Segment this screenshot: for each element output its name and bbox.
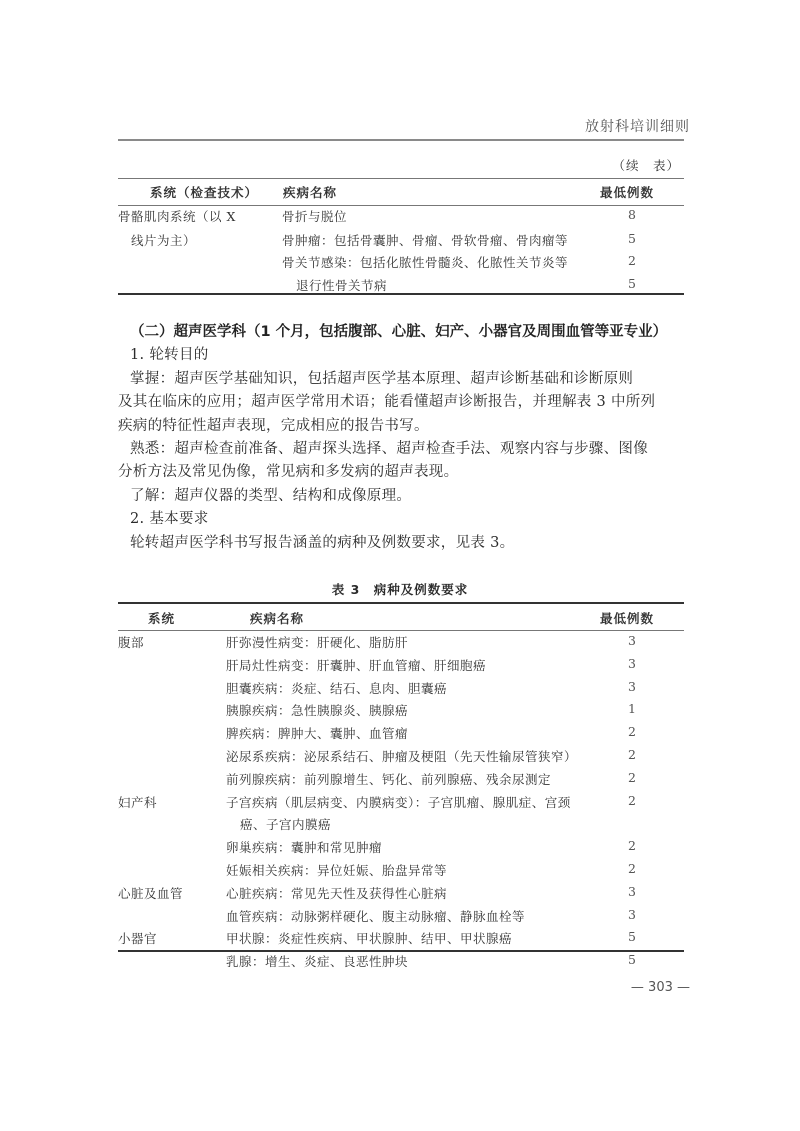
table3-row-disease: 甲状腺：炎症性疾病、甲状腺肿、结甲、甲状腺癌 bbox=[226, 931, 513, 947]
table-row-disease: 退行性骨关节病 bbox=[296, 278, 388, 293]
table3-header-min: 最低例数 bbox=[600, 611, 655, 626]
table3-row-system: 小器官 bbox=[118, 931, 158, 947]
table3-row-min: 2 bbox=[628, 792, 636, 808]
subheading-rotation-goals: 1. 轮转目的 bbox=[130, 347, 209, 363]
header-rule bbox=[118, 139, 684, 141]
table3-row-disease: 乳腺：增生、炎症、良恶性肿块 bbox=[226, 954, 409, 970]
paragraph-familiar: 熟悉：超声检查前准备、超声探头选择、超声检查手法、观察内容与步骤、图像 bbox=[130, 441, 648, 457]
table3-row-min: 5 bbox=[628, 929, 636, 945]
subheading-basic-requirements: 2. 基本要求 bbox=[130, 511, 209, 527]
table3-row-system: 心脏及血管 bbox=[118, 885, 184, 901]
table3-row-disease: 脾疾病：脾肿大、囊肿、血管瘤 bbox=[226, 726, 409, 742]
table3-row-disease: 肝局灶性病变：肝囊肿、肝血管瘤、肝细胞癌 bbox=[226, 657, 487, 673]
table-cont-top-rule bbox=[118, 178, 684, 179]
table3-header-system: 系统 bbox=[148, 611, 176, 626]
table-cont-header-system: 系统（检查技术） bbox=[150, 185, 259, 200]
table-row-min: 5 bbox=[628, 231, 636, 246]
paragraph-familiar-cont: 分析方法及常见伪像，常见病和多发病的超声表现。 bbox=[118, 464, 459, 480]
table-cont-system-line2: 线片为主） bbox=[131, 233, 197, 248]
section-heading: （二）超声医学科（1 个月，包括腹部、心脏、妇产、小器官及周围血管等亚专业） bbox=[130, 324, 668, 340]
table3-row-system: 腹部 bbox=[118, 635, 145, 650]
table3-row-min: 3 bbox=[628, 906, 636, 922]
table3-row-min: 1 bbox=[628, 701, 636, 717]
table3-row-disease: 胆囊疾病：炎症、结石、息肉、胆囊癌 bbox=[226, 680, 448, 696]
table-continued-label: （续 表） bbox=[612, 158, 680, 173]
page-number: — 303 — bbox=[630, 980, 690, 995]
table-cont-header-min: 最低例数 bbox=[600, 185, 655, 200]
table3-row-min: 3 bbox=[628, 633, 636, 648]
table3-row-disease: 心脏疾病：常见先天性及获得性心脏病 bbox=[226, 885, 448, 901]
table3-bottom-rule bbox=[118, 950, 684, 952]
table3-row-min: 2 bbox=[628, 861, 636, 876]
table3-row-min: 2 bbox=[628, 769, 636, 785]
table3-row-disease-cont: 癌、子宫内膜癌 bbox=[240, 817, 332, 833]
table-cont-header-rule bbox=[118, 205, 684, 206]
table3-top-rule bbox=[118, 602, 684, 604]
table3-row-disease: 胰腺疾病：急性胰腺炎、胰腺癌 bbox=[226, 703, 409, 719]
table3-caption: 表 3 病种及例数要求 bbox=[331, 582, 469, 597]
table3-row-min: 2 bbox=[628, 747, 636, 762]
table3-row-min: 5 bbox=[628, 952, 636, 968]
table3-header-rule bbox=[118, 630, 684, 631]
paragraph-master: 掌握：超声医学基础知识，包括超声医学基本原理、超声诊断基础和诊断原则 bbox=[130, 371, 634, 387]
table3-row-system: 妇产科 bbox=[118, 794, 158, 810]
table3-row-min: 3 bbox=[628, 883, 636, 899]
table3-row-min: 3 bbox=[628, 678, 636, 694]
table-cont-header-disease: 疾病名称 bbox=[283, 185, 338, 200]
table3-row-disease: 子宫疾病（肌层病变、内膜病变）：子宫肌瘤、腺肌症、宫颈 bbox=[226, 794, 571, 810]
table-row-disease: 骨关节感染：包括化脓性骨髓炎、化脓性关节炎等 bbox=[282, 255, 569, 270]
table3-row-min: 2 bbox=[628, 838, 636, 854]
table-row-disease: 骨肿瘤：包括骨囊肿、骨瘤、骨软骨瘤、骨肉瘤等 bbox=[282, 233, 569, 248]
table-row-min: 2 bbox=[628, 253, 636, 268]
table3-row-disease: 前列腺疾病：前列腺增生、钙化、前列腺癌、残余尿测定 bbox=[226, 771, 552, 787]
paragraph-understand: 了解：超声仪器的类型、结构和成像原理。 bbox=[130, 488, 412, 504]
table-cont-bottom-rule bbox=[118, 293, 684, 295]
table3-header-disease: 疾病名称 bbox=[250, 611, 305, 626]
running-head: 放射科培训细则 bbox=[585, 119, 690, 135]
paragraph-master-cont: 及其在临床的应用；超声医学常用术语；能看懂超声诊断报告，并理解表 3 中所列 bbox=[118, 394, 656, 410]
table3-row-disease: 泌尿系疾病：泌尿系结石、肿瘤及梗阻（先天性输尿管狭窄） bbox=[226, 749, 578, 764]
table3-row-disease: 卵巢疾病：囊肿和常见肿瘤 bbox=[226, 840, 383, 856]
table3-row-disease: 肝弥漫性病变：肝硬化、脂肪肝 bbox=[226, 635, 409, 650]
table3-row-disease: 妊娠相关疾病：异位妊娠、胎盘异常等 bbox=[226, 863, 448, 878]
paragraph-requirement: 轮转超声医学科书写报告涵盖的病种及例数要求，见表 3。 bbox=[130, 535, 515, 551]
table-cont-system-line1: 骨骼肌肉系统（以 X bbox=[118, 209, 236, 224]
table3-row-disease: 血管疾病：动脉粥样硬化、腹主动脉瘤、静脉血栓等 bbox=[226, 908, 526, 924]
table3-row-min: 3 bbox=[628, 655, 636, 671]
paragraph-master-cont: 疾病的特征性超声表现，完成相应的报告书写。 bbox=[118, 418, 429, 434]
table-row-disease: 骨折与脱位 bbox=[282, 209, 348, 224]
table-row-min: 8 bbox=[628, 207, 636, 222]
table-row-min: 5 bbox=[628, 276, 636, 291]
table3-row-min: 2 bbox=[628, 724, 636, 740]
